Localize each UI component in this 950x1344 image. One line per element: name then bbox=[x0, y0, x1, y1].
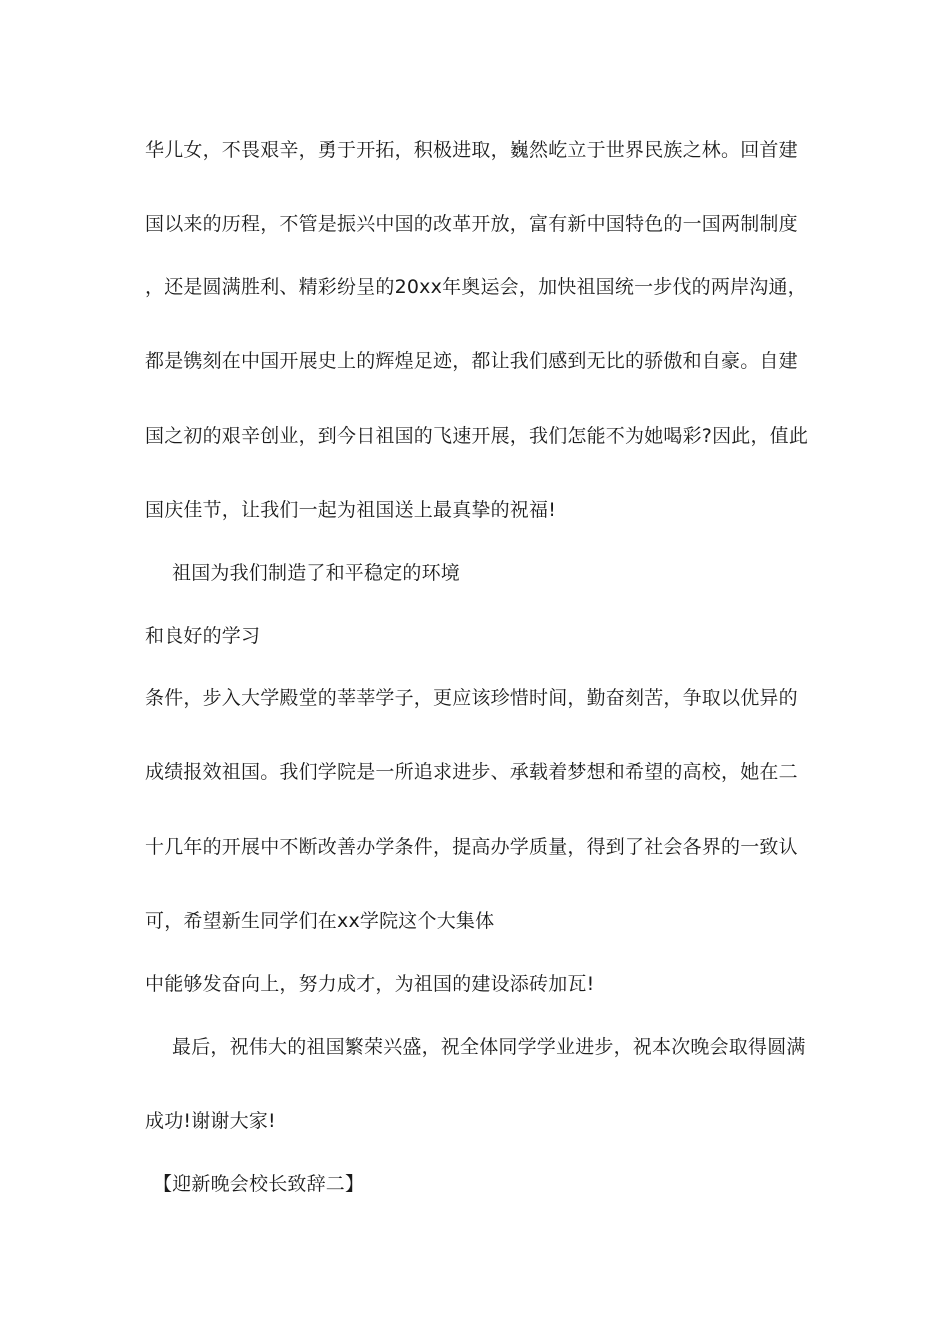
paragraph-line: 十几年的开展中不断改善办学条件，提高办学质量，得到了社会各界的一致认 bbox=[145, 836, 798, 858]
paragraph-line: 最后，祝伟大的祖国繁荣兴盛，祝全体同学学业进步，祝本次晚会取得圆满 bbox=[172, 1036, 806, 1058]
paragraph-line: 中能够发奋向上，努力成才，为祖国的建设添砖加瓦! bbox=[145, 973, 595, 995]
paragraph-line: 和良好的学习 bbox=[145, 625, 261, 647]
paragraph-line: 都是镌刻在中国开展史上的辉煌足迹，都让我们感到无比的骄傲和自豪。自建 bbox=[145, 350, 798, 372]
paragraph-line: 成功!谢谢大家! bbox=[145, 1110, 276, 1132]
paragraph-line: 国之初的艰辛创业，到今日祖国的飞速开展，我们怎能不为她喝彩?因此，值此 bbox=[145, 425, 809, 447]
paragraph-line: 华儿女，不畏艰辛，勇于开拓，积极进取，巍然屹立于世界民族之林。回首建 bbox=[145, 139, 798, 161]
paragraph-line: 国以来的历程，不管是振兴中国的改革开放，富有新中国特色的一国两制制度 bbox=[145, 213, 798, 235]
paragraph-line: 条件，步入大学殿堂的莘莘学子，更应该珍惜时间，勤奋刻苦，争取以优异的 bbox=[145, 687, 798, 709]
paragraph-line: 成绩报效祖国。我们学院是一所追求进步、承载着梦想和希望的高校，她在二 bbox=[145, 761, 798, 783]
paragraph-line: 可，希望新生同学们在xx学院这个大集体 bbox=[145, 910, 495, 932]
paragraph-line: 国庆佳节，让我们一起为祖国送上最真挚的祝福! bbox=[145, 499, 557, 521]
paragraph-line: ，还是圆满胜利、精彩纷呈的20xx年奥运会，加快祖国统一步伐的两岸沟通， bbox=[145, 276, 807, 298]
section-heading: 【迎新晚会校长致辞二】 bbox=[153, 1173, 365, 1195]
paragraph-line: 祖国为我们制造了和平稳定的环境 bbox=[172, 562, 461, 584]
